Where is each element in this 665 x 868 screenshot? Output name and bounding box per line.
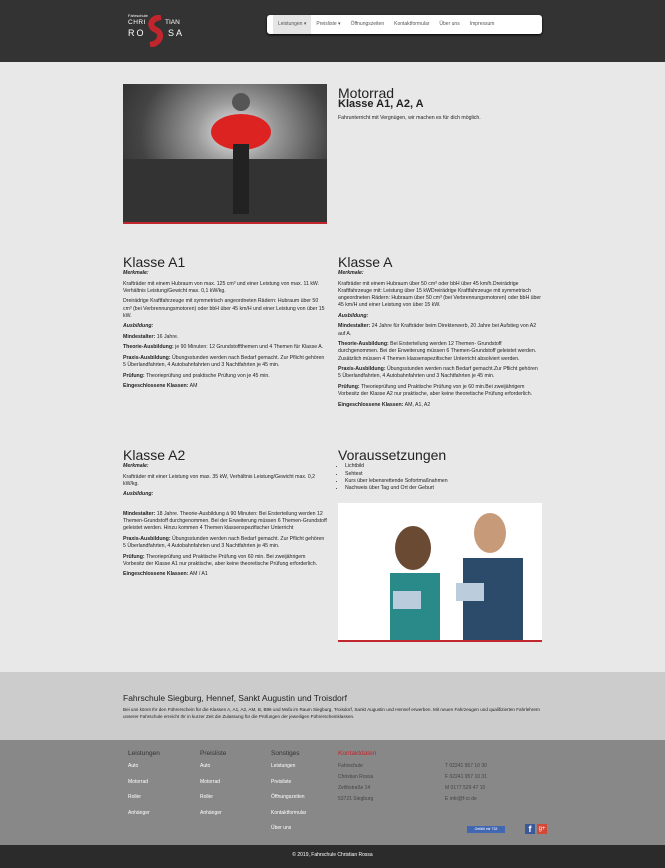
- footer-heading: Sonstiges: [271, 750, 300, 757]
- item: Prüfung: Theorieprüfung und Praktische Prüfung von je 60 min.Bei zweijährigem Vorbesitz der Klasse A2 nur praktische, aber keine theoretische Prüfung erforderlich.: [338, 383, 533, 398]
- students-image: [338, 503, 542, 642]
- footer-heading: Leistungen: [128, 750, 160, 757]
- section-title: Klasse A2: [123, 447, 186, 463]
- footer-heading: Preisliste: [200, 750, 227, 757]
- address-line: Zeithstraße 14: [338, 785, 371, 791]
- item: Eingeschlossene Klassen: AM: [123, 382, 198, 389]
- intro-text: Fahrunterricht mit Vergnügen, wir machen es für dich möglich.: [338, 114, 481, 121]
- text: Krafträder mit einer Leistung von max. 35 kW, Verhältnis Leistung/Gewicht max. 0,2 kW/kg.: [123, 473, 316, 487]
- section-voraussetzungen: [338, 447, 542, 492]
- item: Theorie-Ausbildung: Bei Ersterteilung werden 12 Themen- Grundstoff durchgenommen. Bei der Erweiterung müssen 6 Themen-Grundstoff geleistet werden. Zusätzlich müssen 4 Themen klassenspezifischer Unterricht absolviert werden.: [338, 341, 537, 362]
- footer-link[interactable]: Öffnungszeiten: [271, 794, 305, 800]
- label: Ausbildung:: [123, 491, 154, 498]
- footer-link[interactable]: Auto: [128, 763, 139, 769]
- requirements-list: [345, 463, 542, 492]
- address-line: Christian Rossa: [338, 774, 374, 780]
- footer-link[interactable]: Anhänger: [200, 809, 222, 816]
- footer-preisliste: [200, 750, 226, 825]
- google-plus-icon[interactable]: g+: [538, 826, 546, 832]
- item: Prüfung: Theorieprüfung und praktische Prüfung von je 45 min.: [123, 372, 270, 379]
- footer-kontakt: [338, 750, 376, 807]
- nav-impressum[interactable]: Impressum: [469, 21, 495, 27]
- seo-band: [0, 672, 665, 740]
- section-title: Voraussetzungen: [338, 447, 447, 463]
- header: [0, 0, 665, 62]
- facebook-icon[interactable]: f: [525, 824, 535, 834]
- logo-text: SA: [168, 28, 185, 38]
- logo-text: CHRI: [128, 19, 146, 26]
- text: Krafträder mit einem Hubraum von max. 125 cm³ und einer Leistung von max. 11 kW. Verhältnis Leistung/Gewicht max. 0,1 kW/kg.: [123, 280, 319, 294]
- item: Praxis-Ausbildung: Übungsstunden werden nach Bedarf gemacht.Zur Pflicht gehören 5 Überlandfahrten, 4 Autobahnfahrten und 3 Nachtfahrten je 45 min.: [338, 366, 538, 380]
- footer-link[interactable]: Auto: [200, 763, 211, 769]
- footer-leistungen: [128, 750, 160, 825]
- logo-text: Fahrschule: [128, 13, 148, 18]
- band-text: Bei uns könnt Ihr den Führerschein für die Klassen A, A1, A2, AM, B, B96 und Mofa im Raum Siegburg, Troisdorf, Sankt Augustin und Hennef erwerben. Mit neuen Fahrzeugen und qualifizierten Fahrlehrern unserer Fahrschule erreicht Ihr in kurzer Zeit die Zulassung für die Prüfungen der jeweiligen Führerscheinklassen.: [123, 707, 540, 719]
- facebook-like-button[interactable]: Gefällt mir 733: [467, 826, 505, 833]
- item: Mindestalter: 18 Jahre. Theorie-Ausbildung á 90 Minuten: Bei Ersterteilung werden 12 Themen-Grundstoff durchgenommen. Bei der Erweiterung müssen 6 Themen-Grundstoff geleistet werden. Hinzu kommen 4 Themen klassenspezifischer Unterricht: [123, 510, 327, 532]
- footer-link[interactable]: Roller: [128, 794, 142, 800]
- footer-sonstiges: [271, 750, 306, 841]
- label: Merkmale:: [338, 270, 364, 277]
- item: Prüfung: Theorieprüfung und Praktische Prüfung von 60 min. Bei zweijährigem Vorbesitz der Klasse A1 nur praktische, aber keine theoretische Prüfung erforderlich.: [123, 553, 318, 567]
- footer-link[interactable]: Über uns: [271, 825, 292, 831]
- email[interactable]: E info@f-cr.de: [445, 796, 477, 802]
- label: Ausbildung:: [123, 323, 154, 330]
- address-line: 53721 Siegburg: [338, 796, 374, 802]
- copyright-bar: [0, 845, 665, 868]
- page-title: Motorrad: [338, 85, 395, 101]
- nav-kontaktformular[interactable]: Kontaktformular: [394, 21, 430, 27]
- nav-preisliste[interactable]: Preisliste ▾: [316, 21, 341, 27]
- section-title: Klasse A: [338, 254, 393, 270]
- intro: [338, 85, 542, 125]
- text: Dreirädrige Kraftfahrzeuge mit symmetrisch angeordneten Rädern: Hubraum über 50 cm³ (bei Verbrennungsmotoren) oder bbH über 45 km/H und einer Leistung von über 15 kW.: [123, 298, 325, 319]
- address-line: Fahrschule: [338, 763, 363, 769]
- text: Krafträder mit einem Hubraum über 50 cm³ oder bbH über 45 km/h.Dreirädrige Kraftfahrzeuge mit: Leistung über 15 kWDreirädrige Kraftfahrzeuge mit symmetrisch angeordneten Rädern: Hubraum über 50 cm³ (bei Verbrennungsmotoren) oder bbH über 45 km/H und einer Leistung von über 15 kW.: [338, 280, 542, 309]
- label: Ausbildung:: [338, 312, 369, 319]
- nav-ueber-uns[interactable]: Über uns: [439, 21, 460, 27]
- list-item: • Nachweis über Tag und Ort der Geburt: [345, 485, 542, 492]
- band-title: Fahrschule Siegburg, Hennef, Sankt Augustin und Troisdorf: [123, 693, 347, 703]
- label: Merkmale:: [123, 270, 149, 277]
- item: Eingeschlossene Klassen: AM, A1, A2: [338, 401, 431, 408]
- item: Mindestalter: 16 Jahre.: [123, 333, 179, 340]
- logo-text: TIAN: [165, 19, 180, 26]
- footer: [0, 740, 665, 845]
- item: Theorie-Ausbildung: je 90 Minuten: 12 Grundstoffthemen und 4 Themen für Klasse A.: [123, 344, 324, 351]
- main-nav: [267, 15, 542, 34]
- page-subtitle: Klasse A1, A2, A: [338, 98, 424, 111]
- item: Praxis-Ausbildung: Übungsstunden werden nach Bedarf gemacht. Zur Pflicht gehören 5 Überlandfahrten, 4 Autobahnfahrten und 3 Nachtfahrten je 45 min.: [123, 354, 325, 369]
- logo[interactable]: [128, 13, 184, 47]
- motorcycle-image: [123, 84, 327, 224]
- footer-link[interactable]: Roller: [200, 794, 214, 800]
- list-item: • Kurs über lebensrettende Sofortmaßnahmen: [345, 478, 542, 485]
- section-title: Klasse A1: [123, 254, 186, 270]
- footer-phones: [445, 763, 487, 807]
- section-a2: [123, 447, 327, 582]
- mobile: M 0177 529 47 10: [445, 785, 486, 791]
- item: Mindestalter: 24 Jahre für Krafträder beim Direkterwerb, 20 Jahre bei Aufstieg von A2 auf A.: [338, 323, 537, 337]
- logo-s-road-icon: [147, 15, 165, 47]
- footer-heading: Kontaktdaten: [338, 750, 377, 757]
- item: Eingeschlossene Klassen: AM / A1: [123, 571, 208, 578]
- footer-link[interactable]: Motorrad: [200, 778, 221, 785]
- list-item: • Sehtest: [345, 471, 542, 478]
- label: Merkmale:: [123, 463, 149, 470]
- nav-oeffnungszeiten[interactable]: Öffnungszeiten: [350, 21, 385, 27]
- logo-text: RO: [128, 28, 146, 38]
- footer-link[interactable]: Preisliste: [271, 778, 292, 785]
- footer-link[interactable]: Kontaktformular: [271, 809, 307, 816]
- copyright: © 2019, Fahrschule Christian Rossa: [292, 852, 373, 858]
- footer-link[interactable]: Leistungen: [271, 763, 296, 769]
- footer-link[interactable]: Anhänger: [128, 809, 150, 816]
- section-a1: [123, 254, 327, 393]
- phone: T 02241 957 10 30: [445, 763, 487, 769]
- section-a: [338, 254, 542, 412]
- fax: F 02241 957 10 31: [445, 774, 487, 780]
- nav-leistungen[interactable]: Leistungen ▾: [273, 15, 311, 34]
- list-item: • Lichtbild: [345, 463, 542, 470]
- footer-link[interactable]: Motorrad: [128, 778, 149, 785]
- item: Praxis-Ausbildung: Übungsstunden werden nach Bedarf gemacht. Zur Pflicht gehören 5 Überlandfahrten, 4 Autobahnfahrten und 3 Nachtfahrten je 45 min.: [123, 535, 325, 550]
